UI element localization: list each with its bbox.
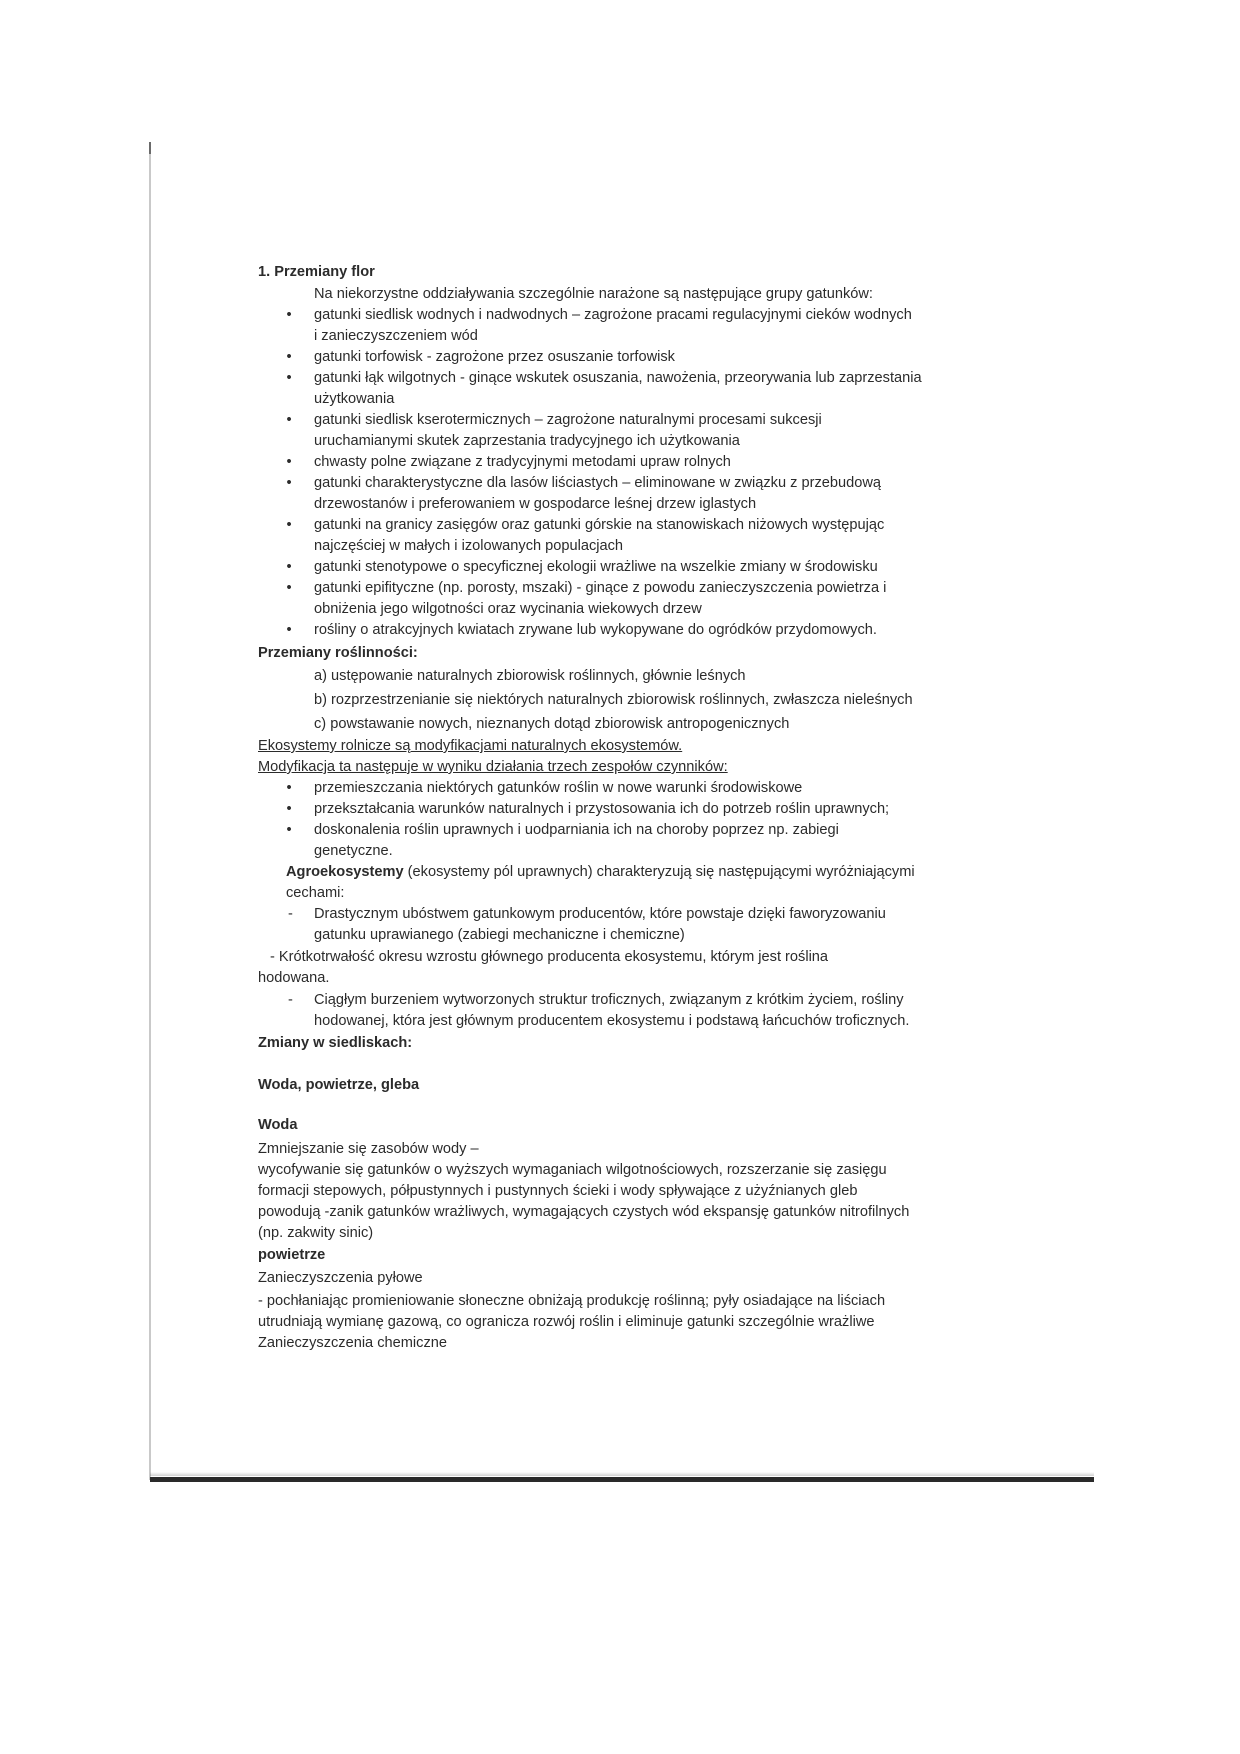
water-intro: Zmniejszanie się zasobów wody –	[258, 1141, 479, 1157]
list-item: gatunki siedlisk kserotermicznych – zagrożone naturalnymi procesami sukcesji	[314, 412, 822, 428]
intro-text: Na niekorzystne oddziaływania szczególnie narażone są następujące grupy gatunków:	[314, 286, 873, 302]
list-item: gatunki charakterystyczne dla lasów liściastych – eliminowane w związku z przebudową	[314, 475, 881, 491]
list-item: gatunki na granicy zasięgów oraz gatunki górskie na stanowiskach niżowych występując	[314, 517, 885, 533]
vegetation-item: a) ustępowanie naturalnych zbiorowisk roślinnych, głównie leśnych	[314, 668, 746, 684]
list-item: gatunki stenotypowe o specyficznej ekologii wrażliwe na wszelkie zmiany w środowisku	[314, 559, 878, 575]
feature-item-continuation: hodowana.	[258, 970, 330, 986]
agroecosystems-sentence	[286, 862, 915, 882]
vegetation-heading: Przemiany roślinności:	[258, 645, 418, 661]
bullet: •	[286, 349, 292, 365]
bullet: •	[286, 517, 292, 533]
list-item: gatunki torfowisk - zagrożone przez osuszanie torfowisk	[314, 349, 675, 365]
list-item: gatunki łąk wilgotnych - ginące wskutek osuszania, nawożenia, przeorywania lub zaprzestania	[314, 370, 922, 386]
agroecosystems-continuation: cechami:	[286, 885, 345, 901]
bullet: •	[286, 559, 292, 575]
list-item: gatunki epifityczne (np. porosty, mszaki) - ginące z powodu zanieczyszczenia powietrza i	[314, 580, 887, 596]
air-heading: powietrze	[258, 1247, 326, 1263]
dash-marker: -	[288, 992, 293, 1008]
bullet: •	[286, 801, 292, 817]
bullet: •	[286, 475, 292, 491]
factor-item: doskonalenia roślin uprawnych i uodparniania ich na choroby poprzez np. zabiegi	[314, 822, 839, 838]
bullet: •	[286, 307, 292, 323]
factor-item: przemieszczania niektórych gatunków roślin w nowe warunki środowiskowe	[314, 780, 803, 796]
factor-item-continuation: genetyczne.	[314, 843, 393, 859]
agroecosystems-term: Agroekosystemy	[286, 864, 404, 880]
water-paragraph-line: (np. zakwity sinic)	[258, 1225, 374, 1241]
list-item-continuation: użytkowania	[314, 391, 395, 407]
dash-marker: -	[288, 906, 293, 922]
water-paragraph-line: formacji stepowych, półpustynnych i pustynnych ścieki i wody spływające z użyźnianych gleb	[258, 1183, 858, 1199]
list-item-continuation: uruchamianymi skutek zaprzestania tradycyjnego ich użytkowania	[314, 433, 740, 449]
modification-statement: Modyfikacja ta następuje w wyniku działania trzech zespołów czynników:	[258, 759, 728, 775]
agroecosystems-rest: (ekosystemy pól uprawnych) charakteryzują się następującymi wyróżniającymi	[403, 864, 915, 880]
habitats-subheading: Woda, powietrze, gleba	[258, 1077, 420, 1093]
agro-statement: Ekosystemy rolnicze są modyfikacjami naturalnych ekosystemów.	[258, 738, 683, 754]
list-item-continuation: obniżenia jego wilgotności oraz wycinania wiekowych drzew	[314, 601, 702, 617]
air-paragraph-line: Zanieczyszczenia chemiczne	[258, 1335, 447, 1351]
list-item: chwasty polne związane z tradycyjnymi metodami upraw rolnych	[314, 454, 731, 470]
section-heading: 1. Przemiany flor	[258, 264, 375, 280]
bullet: •	[286, 622, 292, 638]
feature-item: Drastycznym ubóstwem gatunkowym producentów, które powstaje dzięki faworyzowaniu	[314, 906, 886, 922]
feature-item: Ciągłym burzeniem wytworzonych struktur troficznych, związanym z krótkim życiem, rośliny	[314, 992, 904, 1008]
list-item-continuation: najczęściej w małych i izolowanych populacjach	[314, 538, 624, 554]
vegetation-item: b) rozprzestrzenianie się niektórych naturalnych zbiorowisk roślinnych, zwłaszcza nieleśnych	[314, 692, 913, 708]
feature-item: - Krótkotrwałość okresu wzrostu głównego producenta ekosystemu, którym jest roślina	[270, 949, 829, 965]
bullet: •	[286, 580, 292, 596]
habitats-heading: Zmiany w siedliskach:	[258, 1035, 413, 1051]
list-item-continuation: drzewostanów i preferowaniem w gospodarce leśnej drzew iglastych	[314, 496, 757, 512]
factor-item: przekształcania warunków naturalnych i przystosowania ich do potrzeb roślin uprawnych;	[314, 801, 890, 817]
bullet: •	[286, 454, 292, 470]
bullet: •	[286, 780, 292, 796]
bullet: •	[286, 370, 292, 386]
feature-item-continuation: hodowanej, która jest głównym producentem ekosystemu i podstawą łańcuchów troficznych.	[314, 1013, 910, 1029]
feature-item-continuation: gatunku uprawianego (zabiegi mechaniczne i chemiczne)	[314, 927, 685, 943]
bullet: •	[286, 412, 292, 428]
air-intro: Zanieczyszczenia pyłowe	[258, 1270, 423, 1286]
list-item-continuation: i zanieczyszczeniem wód	[314, 328, 478, 344]
water-heading: Woda	[258, 1117, 298, 1133]
air-paragraph-line: utrudniają wymianę gazową, co ogranicza rozwój roślin i eliminuje gatunki szczególnie wrażliwe	[258, 1314, 875, 1330]
water-paragraph-line: powodują -zanik gatunków wrażliwych, wymagających czystych wód ekspansję gatunków nitrofilnych	[258, 1204, 910, 1220]
air-paragraph-line: - pochłaniając promieniowanie słoneczne obniżają produkcję roślinną; pyły osiadające na liściach	[258, 1293, 886, 1309]
list-item: gatunki siedlisk wodnych i nadwodnych – zagrożone pracami regulacyjnymi cieków wodnych	[314, 307, 912, 323]
water-paragraph-line: wycofywanie się gatunków o wyższych wymaganiach wilgotnościowych, rozszerzanie się zasięgu	[258, 1162, 887, 1178]
bullet: •	[286, 822, 292, 838]
list-item: rośliny o atrakcyjnych kwiatach zrywane lub wykopywane do ogródków przydomowych.	[314, 622, 877, 638]
vegetation-item: c) powstawanie nowych, nieznanych dotąd zbiorowisk antropogenicznych	[314, 716, 790, 732]
